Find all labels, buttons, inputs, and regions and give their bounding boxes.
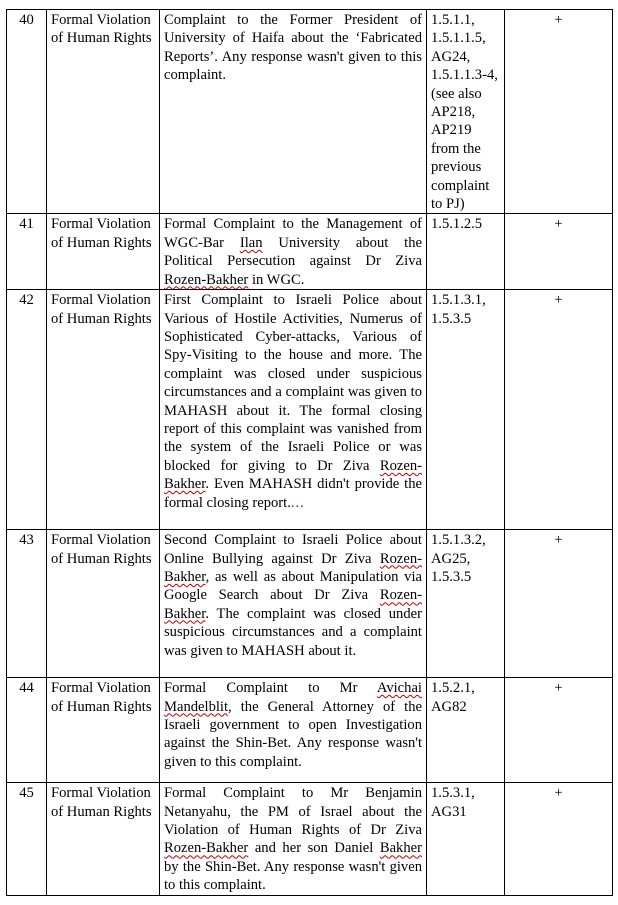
description-text: in WGC. <box>248 271 305 288</box>
spellcheck-word: Ilan <box>239 234 263 251</box>
description-text: and her son Daniel <box>248 840 380 857</box>
row-references <box>427 530 505 678</box>
table-row <box>7 214 613 290</box>
table-row <box>7 783 613 895</box>
row-description <box>160 290 427 530</box>
reference-line: AG82 <box>431 698 467 715</box>
reference-line: AP218, <box>431 104 476 121</box>
trailing-marker: ... <box>290 494 305 511</box>
complaints-table <box>6 9 613 896</box>
reference-line: 1.5.1.2.5 <box>431 216 483 233</box>
row-category: Formal Violation of Human Rights <box>47 783 160 895</box>
reference-line: 1.5.3.1, <box>431 785 475 802</box>
row-mark: + <box>505 783 613 895</box>
spellcheck-word: Rozen-Bakher <box>164 457 422 493</box>
description-text: First Complaint to Israeli Police about Various of Hostile Activities, Numerus of Sophisticated Cyber-attacks, Various of Spy-Visiting to the house and more. The complaint was closed under suspicious circumstances and a complaint was given to MAHASH about it. The formal closing report of this complaint was vanished from the system of the Israeli Police or was blocked for giving to Dr Ziva <box>164 292 422 474</box>
row-number: 44 <box>7 678 47 783</box>
row-mark: + <box>505 678 613 783</box>
row-mark: + <box>505 290 613 530</box>
row-references <box>427 783 505 895</box>
description-text: . Even MAHASH didn't provide the formal closing report. <box>164 476 422 511</box>
document-page <box>6 9 612 896</box>
reference-line: 1.5.1.3.1, <box>431 292 486 309</box>
reference-line: AG24, <box>431 48 471 65</box>
spellcheck-word: Avichai Mandelblit <box>164 680 422 715</box>
row-description <box>160 214 427 290</box>
row-category: Formal Violation of Human Rights <box>47 530 160 678</box>
row-references <box>427 290 505 530</box>
reference-line: 1.5.1.1.3-4, <box>431 67 498 84</box>
spellcheck-word: Rozen-Bakher <box>164 271 249 288</box>
row-number: 42 <box>7 290 47 530</box>
row-description <box>160 530 427 678</box>
table-row <box>7 10 613 214</box>
row-references <box>427 10 505 214</box>
reference-line: complaint <box>431 177 490 194</box>
description-text: University about the Political Persecution against Dr Ziva <box>164 234 422 270</box>
row-category: Formal Violation of Human Rights <box>47 678 160 783</box>
row-mark: + <box>505 214 613 290</box>
reference-line: previous <box>431 159 482 176</box>
description-text: , the General Attorney of the Israeli government to open Investigation against the Shin-Bet. Any response wasn't given to this complaint. <box>164 698 422 770</box>
row-mark: + <box>505 530 613 678</box>
reference-line: AP219 <box>431 122 472 139</box>
row-category: Formal Violation of Human Rights <box>47 10 160 214</box>
reference-line: AG31 <box>431 803 467 820</box>
row-number: 41 <box>7 214 47 290</box>
row-number: 43 <box>7 530 47 678</box>
row-description: Complaint to the Former President of University of Haifa about the ‘Fabricated Reports’. Any response wasn't given to this complaint. <box>160 10 427 214</box>
table-row <box>7 530 613 678</box>
row-number: 45 <box>7 783 47 895</box>
reference-line: 1.5.2.1, <box>431 680 475 697</box>
row-number: 40 <box>7 10 47 214</box>
reference-line: 1.5.3.5 <box>431 310 472 327</box>
row-references <box>427 678 505 783</box>
reference-line: from the <box>431 140 481 157</box>
reference-line: 1.5.1.1, <box>431 12 475 28</box>
description-text: Formal Complaint to Mr <box>164 680 377 697</box>
row-category: Formal Violation of Human Rights <box>47 290 160 530</box>
reference-line: 1.5.1.3.2, <box>431 532 486 549</box>
description-text: Formal Complaint to the Management of WGC-Bar <box>164 216 422 251</box>
spellcheck-word: Bakher <box>379 840 422 857</box>
description-text: . The complaint was closed under suspicious circumstances and a complaint was given to MAHASH about it. <box>164 605 422 659</box>
reference-line: 1.5.3.5 <box>431 568 472 585</box>
reference-line: (see also <box>431 85 482 102</box>
reference-line: to PJ) <box>431 196 465 213</box>
row-references <box>427 214 505 290</box>
spellcheck-word: Rozen-Bakher <box>164 840 249 857</box>
table-row <box>7 290 613 530</box>
reference-line: AG25, <box>431 550 471 567</box>
description-text: Formal Complaint to Mr Benjamin Netanyahu, the PM of Israel about the Violation of Human Rights of Dr Ziva <box>164 785 422 838</box>
description-text: Second Complaint to Israeli Police about Online Bullying against Dr Ziva <box>164 532 422 567</box>
description-text: by the Shin-Bet. Any response wasn't given to this complaint. <box>164 858 422 894</box>
row-category: Formal Violation of Human Rights <box>47 214 160 290</box>
spellcheck-word: Rozen-Bakher <box>164 587 422 622</box>
spellcheck-word: Rozen-Bakher <box>164 550 422 585</box>
table-row <box>7 678 613 783</box>
row-description <box>160 783 427 895</box>
description-text: , as well as about Manipulation via Google Search about Dr Ziva <box>164 568 422 604</box>
row-mark: + <box>505 10 613 214</box>
row-description <box>160 678 427 783</box>
reference-line: 1.5.1.1.5, <box>431 30 486 47</box>
